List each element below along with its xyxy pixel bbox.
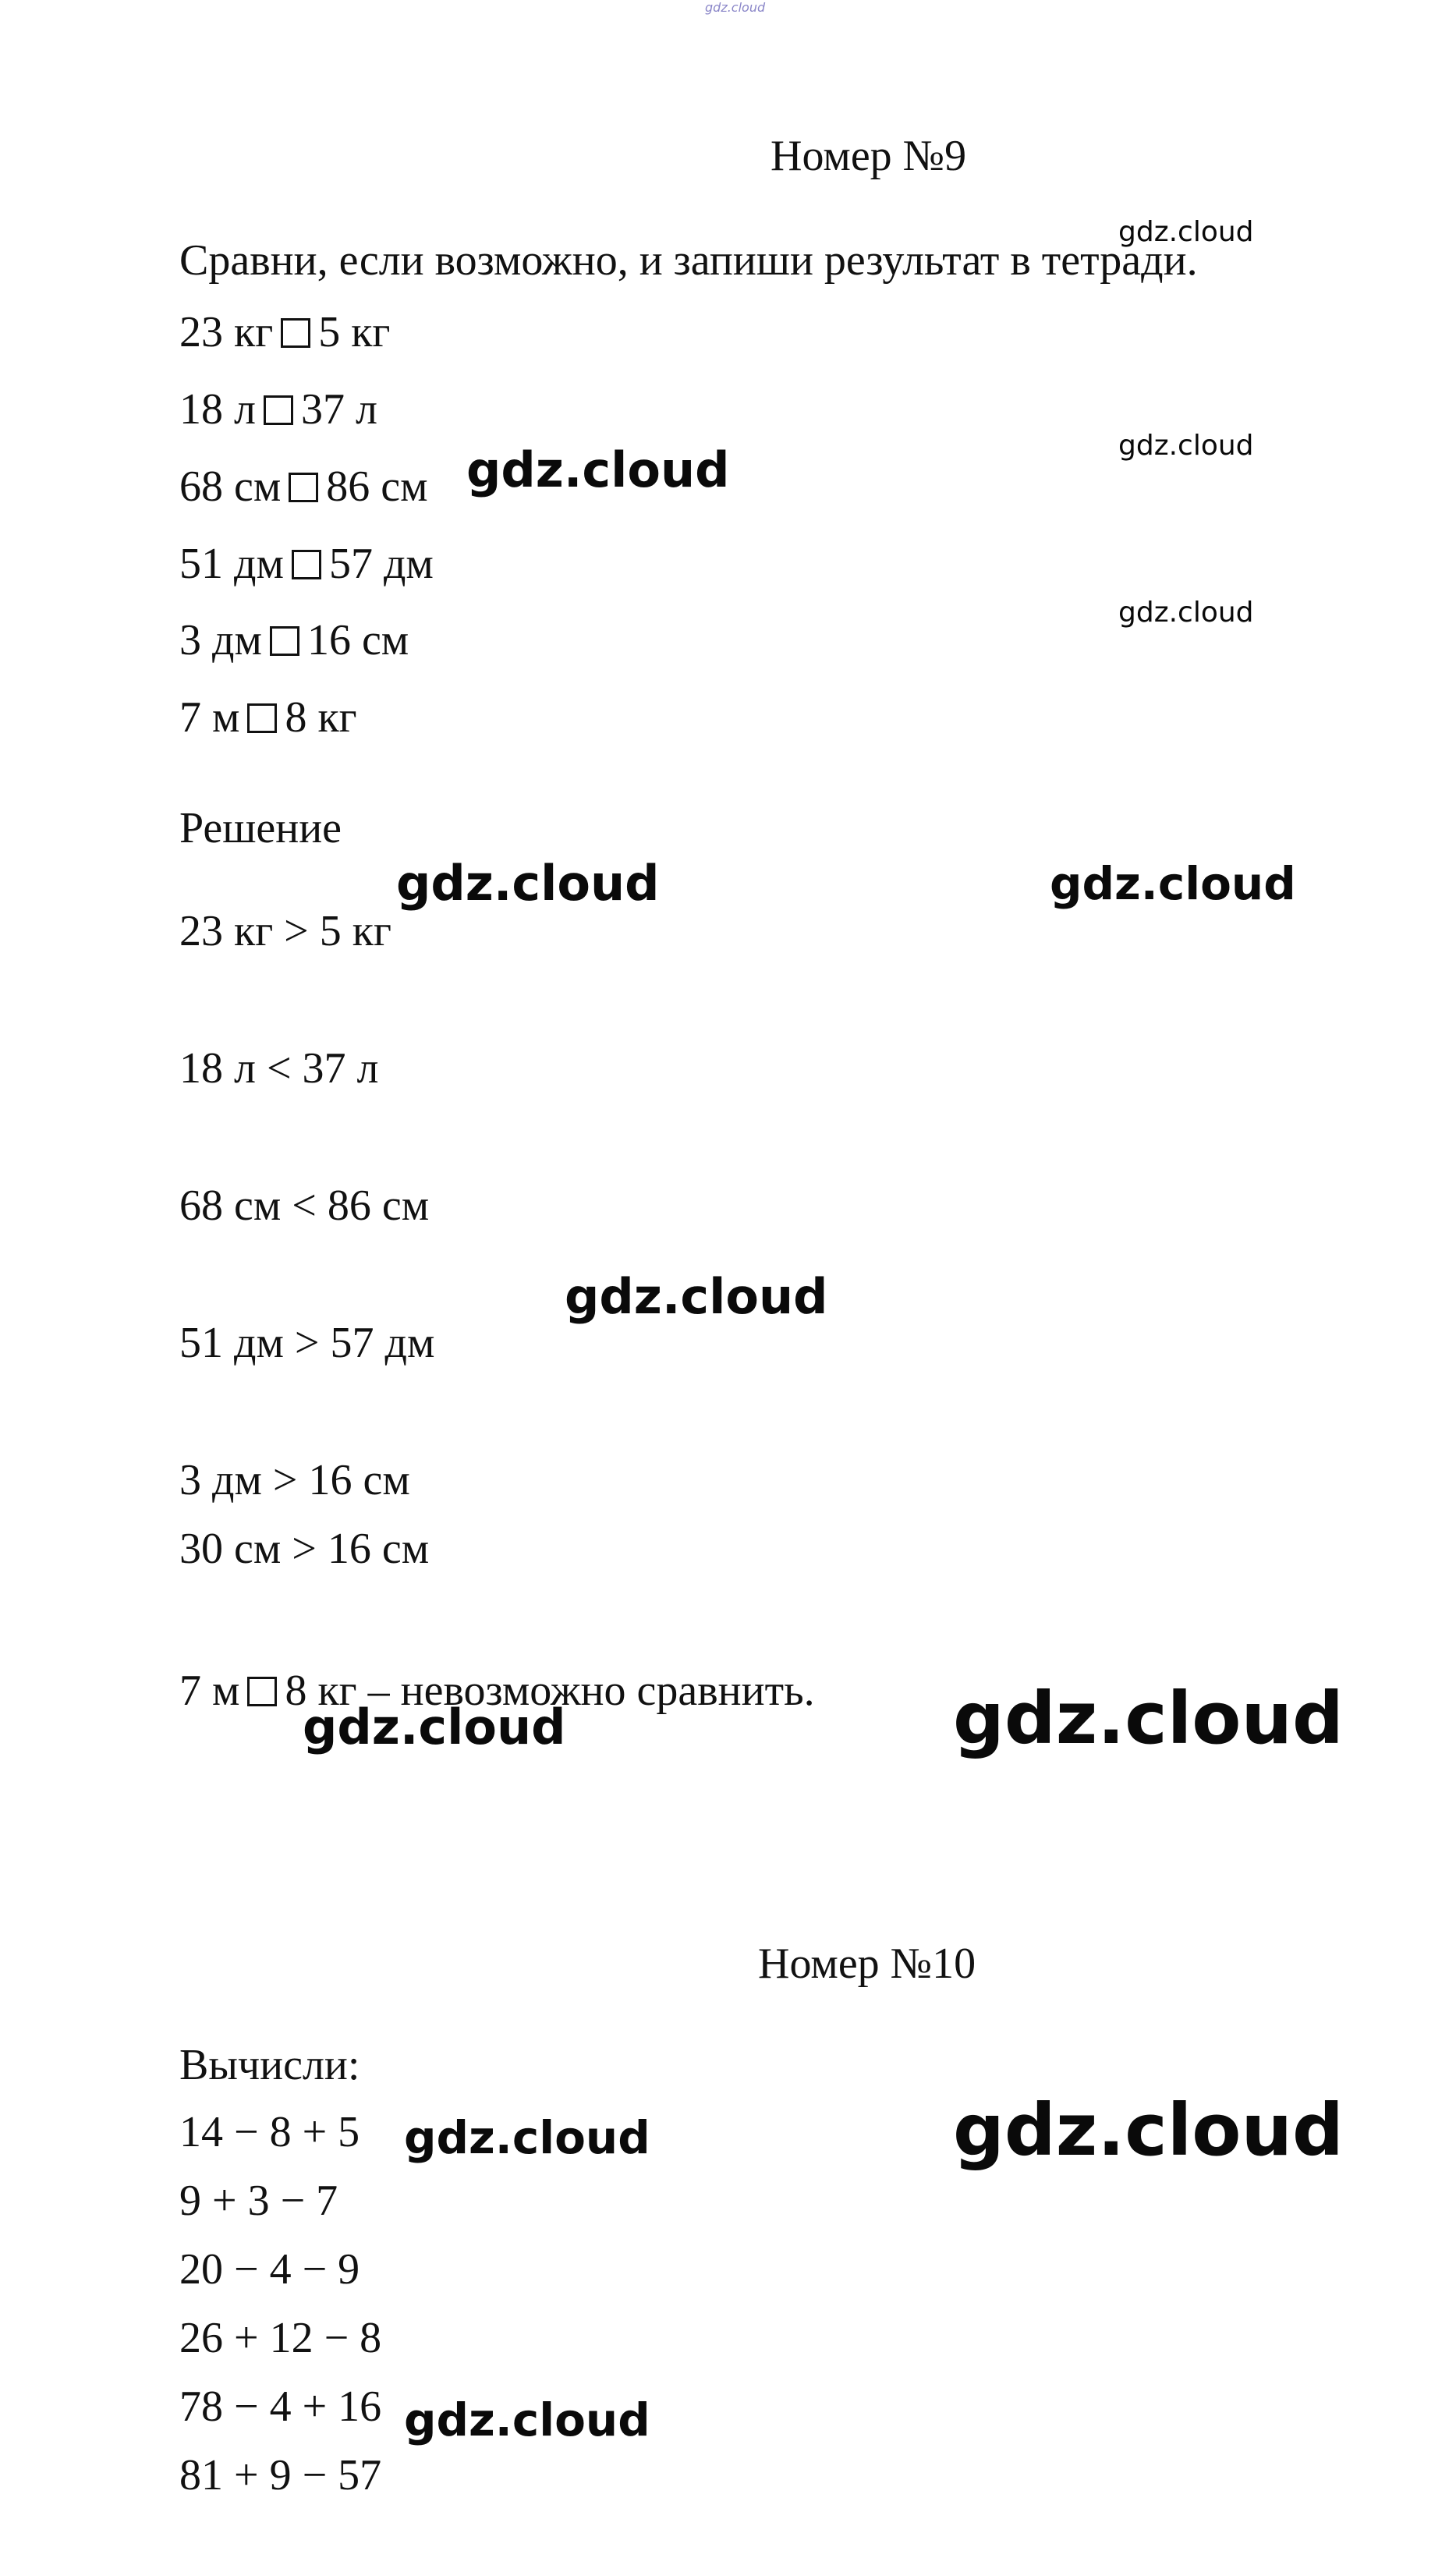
solution-line: 68 см < 86 см	[179, 1181, 430, 1230]
watermark: gdz.cloud	[303, 1699, 566, 1755]
expression: 26 + 12 − 8	[179, 2314, 382, 2362]
compare-item	[179, 310, 390, 354]
final-left: 7 м	[179, 1667, 240, 1715]
solution-line: 3 дм > 16 см	[179, 1456, 410, 1504]
solution-line: 23 кг > 5 кг	[179, 907, 391, 955]
expression: 9 + 3 − 7	[179, 2177, 338, 2225]
compare-left: 51 дм	[179, 540, 284, 588]
final-right: 8 кг – невозможно сравнить.	[285, 1667, 815, 1715]
empty-box-icon	[270, 626, 299, 656]
compare-left: 18 л	[179, 385, 256, 434]
compare-right: 57 дм	[328, 540, 434, 588]
expression: 20 − 4 − 9	[179, 2245, 360, 2294]
solution-line: 30 см > 16 см	[179, 1525, 430, 1573]
expression: 14 − 8 + 5	[179, 2108, 360, 2156]
empty-box-icon	[264, 395, 293, 425]
compare-right: 5 кг	[318, 308, 391, 356]
watermark: gdz.cloud	[1118, 430, 1254, 462]
compare-left: 68 см	[179, 462, 282, 511]
watermark: gdz.cloud	[953, 2088, 1344, 2172]
empty-box-icon	[289, 473, 318, 502]
expression: 78 − 4 + 16	[179, 2382, 382, 2431]
compare-right: 8 кг	[285, 693, 357, 742]
expression: 81 + 9 − 57	[179, 2451, 382, 2499]
watermark: gdz.cloud	[404, 2111, 650, 2164]
compare-right: 16 см	[306, 616, 409, 664]
watermark: gdz.cloud	[1118, 216, 1254, 248]
task10-instruction: Вычисли:	[179, 2041, 360, 2089]
watermark: gdz.cloud	[565, 1268, 828, 1325]
compare-left: 3 дм	[179, 616, 262, 664]
compare-right: 86 см	[326, 462, 428, 511]
task9-instruction: Сравни, если возможно, и запиши результат в тетради.	[179, 236, 1198, 285]
compare-item	[179, 385, 377, 434]
watermark: gdz.cloud	[1118, 597, 1254, 629]
solution-label: Решение	[179, 804, 342, 852]
solution-line: 18 л < 37 л	[179, 1044, 379, 1093]
compare-right: 37 л	[300, 385, 377, 434]
watermark: gdz.cloud	[404, 2393, 650, 2446]
watermark: gdz.cloud	[953, 1677, 1344, 1760]
solution-line: 51 дм > 57 дм	[179, 1319, 435, 1367]
compare-left: 23 кг	[179, 308, 274, 356]
compare-item	[179, 462, 428, 511]
compare-item	[179, 618, 409, 662]
empty-box-icon	[281, 318, 310, 348]
empty-box-icon	[247, 1677, 277, 1706]
watermark: gdz.cloud	[396, 855, 660, 912]
watermark: gdz.cloud	[1050, 857, 1296, 910]
compare-item	[179, 693, 357, 742]
compare-item	[179, 542, 434, 586]
compare-left: 7 м	[179, 693, 240, 742]
empty-box-icon	[292, 550, 321, 579]
top-watermark: gdz.cloud	[705, 0, 766, 15]
empty-box-icon	[247, 703, 277, 733]
task9-title: Номер №9	[771, 132, 967, 180]
watermark: gdz.cloud	[466, 441, 730, 498]
task10-title: Номер №10	[758, 1940, 976, 1988]
